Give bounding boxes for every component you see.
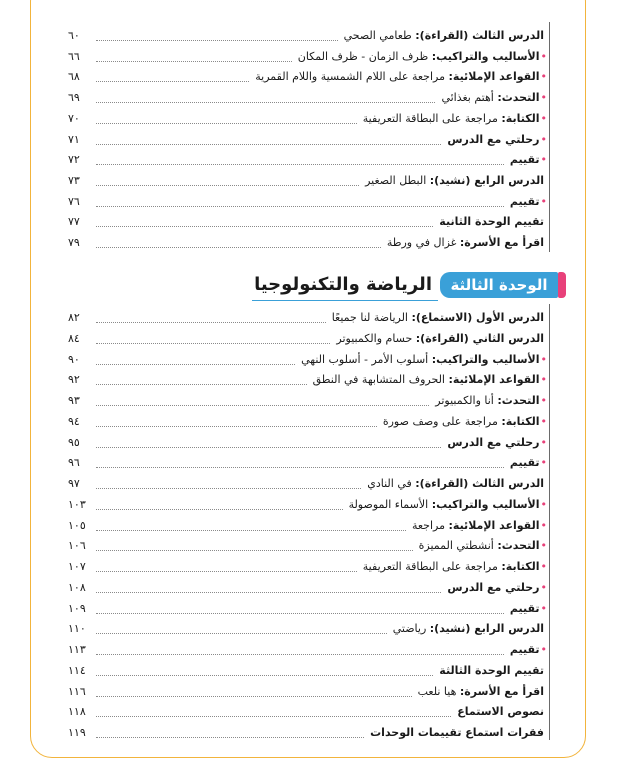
page-number: ٧٠	[68, 111, 80, 125]
toc-entry[interactable]	[68, 449, 550, 471]
toc-entry-label: رحلتي مع الدرس	[447, 580, 540, 594]
toc-entry-label: تقييم	[509, 601, 540, 615]
dot-leader	[96, 487, 361, 489]
toc-entry-title: الرياضة لنا جميعًا	[331, 311, 412, 324]
dot-leader	[96, 225, 433, 227]
toc-entry[interactable]	[68, 366, 550, 388]
toc-entry[interactable]	[68, 698, 550, 720]
toc-entry-title: طعامي الصحي	[343, 29, 416, 42]
dot-leader	[96, 246, 381, 248]
dot-leader	[96, 653, 504, 655]
toc-entry-label: فقرات استماع تقييمات الوحدات	[370, 726, 544, 739]
toc-entry[interactable]	[68, 105, 550, 127]
toc-entry[interactable]	[68, 84, 550, 106]
dot-leader	[96, 425, 377, 427]
toc-entry[interactable]	[68, 43, 550, 65]
dot-leader	[96, 632, 387, 634]
page-number: ٨٤	[68, 331, 80, 345]
toc-entry-text	[510, 455, 540, 471]
toc-entry-title: أنا والكمبيوتر	[435, 394, 498, 407]
bullet-icon: •	[540, 435, 547, 449]
toc-entry[interactable]	[68, 678, 550, 700]
toc-entry-text	[298, 49, 540, 65]
toc-entry-label: الأساليب والتراكيب:	[431, 497, 540, 511]
toc-entry[interactable]	[68, 719, 550, 741]
bullet-icon: •	[540, 153, 547, 167]
dot-leader	[96, 446, 441, 448]
toc-entry-text	[435, 393, 539, 409]
toc-entry-label: تقييم الوحدة الثالثة	[439, 663, 544, 677]
dot-leader	[96, 122, 357, 124]
toc-entry-text	[363, 111, 540, 127]
toc-section-bottom	[68, 304, 550, 740]
page-number: ٧٣	[68, 173, 80, 187]
toc-entry-title: في النادي	[367, 477, 416, 490]
page-number: ٩٢	[68, 373, 80, 387]
page-number: ٧٩	[68, 236, 80, 249]
dot-leader	[96, 39, 338, 41]
dot-leader	[96, 529, 406, 531]
toc-entry[interactable]	[68, 429, 550, 451]
toc-entry-label: الأساليب والتراكيب:	[431, 352, 540, 366]
toc-entry-text	[447, 435, 539, 451]
page-number: ١١٩	[68, 726, 86, 739]
toc-entry-title: حسام والكمبيوتر	[336, 331, 416, 345]
dot-leader	[96, 466, 504, 468]
toc-entry-text	[365, 173, 550, 189]
dot-leader	[96, 508, 343, 510]
bullet-icon: •	[540, 518, 547, 532]
dot-leader	[96, 143, 441, 145]
toc-entry-title: مراجعة على البطاقة التعريفية	[362, 560, 502, 573]
bullet-icon: •	[540, 601, 547, 615]
bullet-icon: •	[540, 70, 547, 84]
toc-entry-title: رياضتي	[392, 622, 430, 636]
toc-entry[interactable]	[68, 63, 550, 85]
page-number: ٩٠	[68, 352, 80, 366]
page-number: ٧٧	[68, 215, 80, 229]
toc-entry-text	[447, 132, 539, 148]
toc-entry-text	[510, 642, 540, 658]
toc-entry-label: رحلتي مع الدرس	[447, 435, 540, 449]
toc-entry-label: القواعد الإملائية:	[448, 518, 540, 532]
toc-entry-title: غزال في ورطة	[386, 236, 460, 249]
page-number: ٩٦	[68, 456, 80, 470]
toc-entry[interactable]	[68, 636, 550, 658]
toc-entry-title: مراجعة على البطاقة التعريفية	[362, 111, 502, 125]
toc-entry[interactable]	[68, 167, 550, 189]
bullet-icon: •	[540, 539, 547, 553]
toc-entry[interactable]	[68, 22, 550, 44]
toc-entry-title: أهتم بغذائي	[441, 91, 498, 105]
toc-entry-text	[441, 90, 539, 106]
bullet-icon: •	[540, 497, 547, 511]
toc-entry-text	[412, 518, 540, 534]
toc-entry-text	[387, 235, 550, 251]
toc-entry[interactable]	[68, 304, 550, 326]
dot-leader	[96, 695, 412, 697]
toc-entry-label: اقرأ مع الأسرة:	[459, 684, 544, 698]
toc-entry-text	[313, 372, 540, 388]
page-number: ٩٧	[68, 477, 80, 490]
page-number: ٦٩	[68, 91, 80, 105]
toc-entry-label: رحلتي مع الدرس	[447, 132, 540, 146]
page-number: ١٠٥	[68, 518, 86, 532]
toc-entry-text	[510, 601, 540, 617]
toc-entry-title: ظرف الزمان - ظرف المكان	[297, 49, 432, 63]
toc-entry-label: الكتابة:	[501, 414, 540, 428]
bullet-icon: •	[540, 580, 547, 594]
page-number: ١٠٨	[68, 580, 86, 594]
toc-entry-label: تقييم	[509, 153, 540, 167]
toc-entry[interactable]	[68, 595, 550, 617]
dot-leader	[96, 321, 326, 323]
toc-entry[interactable]	[68, 387, 550, 409]
toc-entry-title: مراجعة	[411, 518, 449, 532]
toc-entry-text	[419, 538, 540, 554]
toc-entry-label: اقرأ مع الأسرة:	[459, 236, 544, 249]
toc-entry-label: تقييم الوحدة الثانية	[439, 215, 544, 229]
toc-entry[interactable]	[68, 346, 550, 368]
bullet-icon: •	[540, 132, 547, 146]
dot-leader	[96, 163, 504, 165]
toc-entry-label: تقييم	[509, 456, 540, 470]
page-number: ٦٦	[68, 49, 80, 63]
toc-entry-label: الكتابة:	[501, 560, 540, 573]
dot-leader	[96, 184, 359, 186]
toc-entry-title: البطل الصغير	[365, 173, 430, 187]
page-number: ١٠٣	[68, 497, 86, 511]
toc-entry-label: الدرس الأول (الاستماع):	[411, 311, 544, 324]
toc-entry-label: الدرس الثالث (القراءة):	[415, 477, 544, 490]
page-number: ١١٨	[68, 705, 86, 719]
toc-entry-title: مراجعة على وصف صورة	[382, 414, 502, 428]
dot-leader	[96, 404, 429, 406]
toc-entry-label: التحدث:	[497, 539, 540, 553]
page-number: ٦٨	[68, 70, 80, 84]
toc-entry[interactable]	[68, 408, 550, 430]
page-number: ١٠٧	[68, 560, 86, 573]
toc-entry-label: تقييم	[509, 194, 540, 208]
toc-entry[interactable]	[68, 146, 550, 168]
unit-underline	[252, 300, 438, 301]
dot-leader	[96, 342, 330, 344]
dot-leader	[96, 674, 433, 676]
page-number: ١١٦	[68, 684, 86, 698]
toc-entry-title: هيا نلعب	[417, 684, 460, 698]
toc-entry-text	[447, 580, 539, 596]
unit-badge: الوحدة الثالثة	[440, 272, 558, 298]
toc-entry-label: الكتابة:	[501, 111, 540, 125]
dot-leader	[96, 80, 249, 82]
toc-entry-title: مراجعة على اللام الشمسية واللام القمرية	[255, 70, 449, 84]
toc-entry-label: نصوص الاستماع	[457, 705, 544, 719]
toc-entry[interactable]	[68, 532, 550, 554]
dot-leader	[96, 570, 357, 572]
unit-stripe	[558, 272, 566, 298]
toc-entry-text	[418, 684, 550, 700]
page-number: ١١٤	[68, 663, 86, 677]
toc-entry[interactable]	[68, 615, 550, 637]
page-number: ٨٢	[68, 311, 80, 324]
bullet-icon: •	[540, 49, 547, 63]
toc-entry[interactable]	[68, 657, 550, 679]
page-number: ٩٤	[68, 414, 80, 428]
bullet-icon: •	[540, 194, 547, 208]
toc-entry-label: القواعد الإملائية:	[448, 373, 540, 387]
toc-entry-title: أنشطتي المميزة	[418, 539, 498, 553]
toc-entry[interactable]	[68, 553, 550, 575]
dot-leader	[96, 736, 364, 738]
toc-entry-label: الأساليب والتراكيب:	[431, 49, 540, 63]
toc-entry[interactable]	[68, 574, 550, 596]
toc-entry-text	[363, 559, 540, 575]
page-number: ١١٠	[68, 622, 86, 636]
bullet-icon: •	[540, 91, 547, 105]
toc-entry-text	[370, 725, 550, 741]
toc-entry[interactable]	[68, 208, 550, 230]
bullet-icon: •	[540, 373, 547, 387]
toc-entry-text	[332, 310, 550, 326]
dot-leader	[96, 549, 413, 551]
page-number: ٧٢	[68, 153, 80, 167]
toc-entry[interactable]	[68, 470, 550, 492]
page-number: ٦٠	[68, 29, 80, 42]
toc-entry-text	[344, 28, 550, 44]
bullet-icon: •	[540, 643, 547, 656]
toc-entry-text	[336, 331, 550, 347]
toc-entry-text	[301, 352, 539, 368]
page-number: ٩٣	[68, 394, 80, 407]
toc-entry-label: الدرس الرابع (نشيد):	[429, 622, 544, 636]
page-number: ١١٣	[68, 643, 86, 656]
toc-entry[interactable]	[68, 126, 550, 148]
unit-header	[252, 272, 566, 298]
toc-entry-label: القواعد الإملائية:	[448, 70, 540, 84]
bullet-icon: •	[540, 560, 547, 573]
toc-entry-label: التحدث:	[497, 91, 540, 105]
page-number: ٧١	[68, 132, 80, 146]
toc-entry-text	[383, 414, 540, 430]
toc-entry-label: الدرس الثالث (القراءة):	[415, 29, 544, 42]
dot-leader	[96, 101, 435, 103]
toc-entry-text	[439, 663, 550, 679]
toc-entry-text	[349, 497, 540, 513]
toc-entry-label: التحدث:	[497, 394, 540, 407]
toc-entry-text	[367, 476, 550, 492]
page-number: ٩٥	[68, 435, 80, 449]
toc-entry[interactable]	[68, 512, 550, 534]
toc-entry-title: الحروف المتشابهة في النطق	[312, 373, 449, 387]
bullet-icon: •	[540, 414, 547, 428]
toc-entry-label: الدرس الرابع (نشيد):	[429, 173, 544, 187]
toc-entry[interactable]	[68, 188, 550, 210]
toc-entry-text	[510, 194, 540, 210]
toc-entry[interactable]	[68, 229, 550, 251]
dot-leader	[96, 715, 451, 717]
toc-entry-label: تقييم	[509, 643, 540, 656]
toc-entry[interactable]	[68, 325, 550, 347]
page-number: ٧٦	[68, 194, 80, 208]
dot-leader	[96, 363, 295, 365]
toc-entry-text	[439, 214, 550, 230]
bullet-icon: •	[540, 111, 547, 125]
toc-entry-text	[255, 69, 539, 85]
dot-leader	[96, 591, 441, 593]
toc-entry-label: الدرس الثاني (القراءة):	[415, 331, 544, 345]
toc-entry-text	[393, 621, 550, 637]
toc-entry-text	[510, 152, 540, 168]
bullet-icon: •	[540, 456, 547, 470]
unit-title: الرياضة والتكنولوجيا	[254, 274, 432, 295]
toc-entry[interactable]	[68, 491, 550, 513]
dot-leader	[96, 612, 504, 614]
page-number: ١٠٦	[68, 539, 86, 553]
dot-leader	[96, 383, 307, 385]
page-number: ١٠٩	[68, 601, 86, 615]
toc-section-top	[68, 22, 550, 252]
bullet-icon: •	[540, 352, 547, 366]
toc-entry-text	[457, 704, 550, 720]
dot-leader	[96, 60, 292, 62]
dot-leader	[96, 205, 504, 207]
bullet-icon: •	[540, 394, 547, 407]
toc-entry-title: أسلوب الأمر - أسلوب النهي	[301, 352, 432, 366]
toc-entry-title: الأسماء الموصولة	[348, 497, 432, 511]
